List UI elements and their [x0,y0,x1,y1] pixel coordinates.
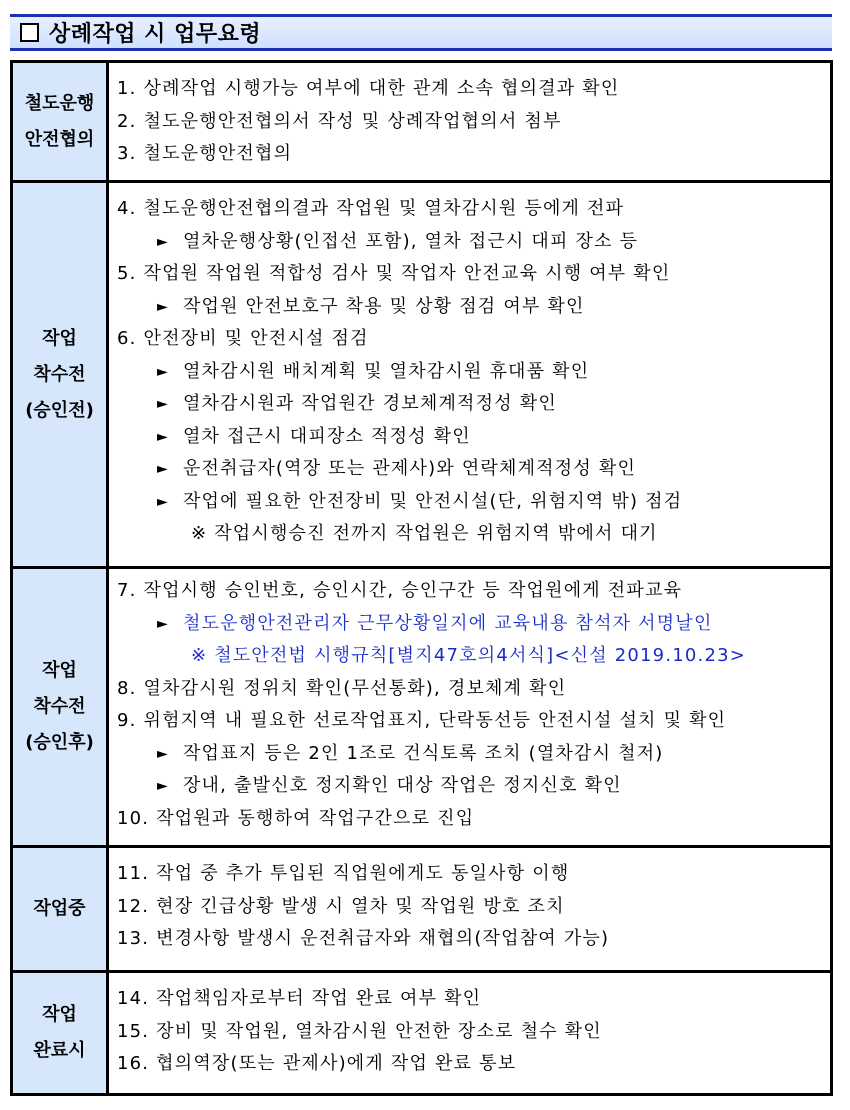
list-item-text: 12. 현장 긴급상황 발생 시 열차 및 작업원 방호 조치 [117,895,565,917]
list-item [117,575,830,608]
triangle-bullet-icon: ► [157,233,169,250]
list-item-text: 10. 작업원과 동행하여 작업구간으로 진입 [117,807,475,829]
section-heading [13,973,109,1093]
list-item [117,388,830,421]
list-item [117,705,830,738]
list-item [117,858,830,891]
section-body [109,63,830,180]
list-item [117,323,830,356]
triangle-bullet-icon: ► [157,493,169,510]
section-heading-line: (승인전) [25,399,94,421]
list-item-text: 6. 안전장비 및 안전시설 점검 [117,328,369,349]
list-item [117,518,830,551]
list-item-text: 5. 작업원 작업원 적합성 검사 및 작업자 안전교육 시행 여부 확인 [117,263,671,284]
list-item-text: 9. 위험지역 내 필요한 선로작업표지, 단락동선등 안전시설 설치 및 확인 [117,710,727,731]
list-item [117,486,830,519]
list-item [117,608,830,641]
section-heading-line: 안전협의 [24,128,95,150]
triangle-bullet-icon: ► [157,778,169,794]
list-item [117,226,830,259]
list-item-text: 3. 철도운행안전협의 [117,143,293,164]
list-item-text: 작업원 안전보호구 착용 및 상황 점검 여부 확인 [182,295,585,317]
list-item [117,1048,830,1081]
page-title: 상례작업 시 업무요령 [49,22,262,47]
section-body [109,569,830,845]
list-item [117,673,830,706]
square-bullet-icon [20,23,39,42]
section-body [109,848,830,970]
section-heading [13,848,109,970]
triangle-bullet-icon: ► [157,745,169,762]
triangle-bullet-icon: ► [157,363,169,380]
section-heading-line: 작업 [42,327,77,349]
list-item-text: 13. 변경사항 발생시 운전취급자와 재협의(작업참여 가능) [117,928,610,949]
section-heading [13,183,109,566]
section-heading-line: 철도운행 [24,92,95,114]
list-item [117,291,830,324]
section-row [13,569,830,845]
section-heading [13,63,109,180]
list-item [117,1016,830,1049]
list-item-text: 8. 열차감시원 정위치 확인(무선통화), 경보체계 확인 [117,677,567,699]
list-item [117,421,830,454]
list-item-text: 철도운행안전관리자 근무상황일지에 교육내용 참석자 서명날인 [182,612,713,634]
list-item [117,193,830,226]
list-item-text: 열차감시원 배치계획 및 열차감시원 휴대품 확인 [182,360,590,382]
list-item [117,356,830,389]
list-item [117,803,830,836]
list-item-text: 작업에 필요한 안전장비 및 안전시설(단, 위험지역 밖) 점검 [182,490,683,512]
list-item-text: 11. 작업 중 추가 투입된 직업원에게도 동일사항 이행 [117,863,570,884]
section-body [109,973,830,1093]
list-item-text: 열차감시원과 작업원간 경보체계적정성 확인 [182,393,557,414]
list-item-text: 7. 작업시행 승인번호, 승인시간, 승인구간 등 작업원에게 전파교육 [117,580,683,601]
triangle-bullet-icon: ► [157,396,169,412]
section-row [13,183,830,566]
section-heading-line: 착수전 [33,696,86,717]
list-item [117,106,830,139]
list-item [117,770,830,803]
list-item [117,73,830,106]
list-item-text: 16. 협의역장(또는 관제사)에게 작업 완료 통보 [117,1053,517,1074]
list-item [117,983,830,1016]
triangle-bullet-icon: ► [157,615,169,632]
list-item-text: 열차운행상황(인접선 포함), 열차 접근시 대피 장소 등 [182,230,639,252]
list-item-text: 15. 장비 및 작업원, 열차감시원 안전한 장소로 철수 확인 [117,1020,602,1042]
list-item-text: ※ 철도안전법 시행규칙[별지47호의4서식]<신설 2019.10.23> [191,645,747,666]
procedure-table [10,60,833,1096]
list-item-text: 2. 철도운행안전협의서 작성 및 상례작업협의서 첨부 [117,110,562,132]
section-row [13,63,830,180]
section-heading-line: 작업중 [33,898,86,919]
list-item-text: 작업표지 등은 2인 1조로 건식토록 조치 (열차감시 철저) [182,742,664,764]
section-heading-line: 작업 [42,1004,77,1025]
list-item [117,891,830,924]
list-item [117,640,830,673]
list-item-text: 열차 접근시 대피장소 적정성 확인 [182,425,471,447]
section-row [13,848,830,970]
list-item-text: 1. 상례작업 시행가능 여부에 대한 관계 소속 협의결과 확인 [117,78,620,99]
list-item-text: 운전취급자(역장 또는 관제사)와 연락체계적정성 확인 [182,458,637,479]
section-heading-line: (승인후) [25,732,94,753]
section-body [109,183,830,566]
section-heading-line: 완료시 [33,1040,86,1061]
list-item [117,738,830,771]
section-heading [13,569,109,845]
triangle-bullet-icon: ► [157,298,169,315]
list-item-text: ※ 작업시행승진 전까지 작업원은 위험지역 밖에서 대기 [191,523,658,544]
title-bar [10,14,832,51]
list-item [117,923,830,956]
list-item [117,258,830,291]
triangle-bullet-icon: ► [157,461,169,477]
list-item-text: 14. 작업책임자로부터 작업 완료 여부 확인 [117,988,482,1009]
list-item-text: 4. 철도운행안전협의결과 작업원 및 열차감시원 등에게 전파 [117,198,625,219]
section-row [13,973,830,1093]
section-heading-line: 착수전 [33,363,86,385]
list-item [117,453,830,486]
section-heading-line: 작업 [42,660,77,681]
triangle-bullet-icon: ► [157,428,169,445]
list-item-text: 장내, 출발신호 정지확인 대상 작업은 정지신호 확인 [182,775,622,796]
list-item [117,138,830,171]
